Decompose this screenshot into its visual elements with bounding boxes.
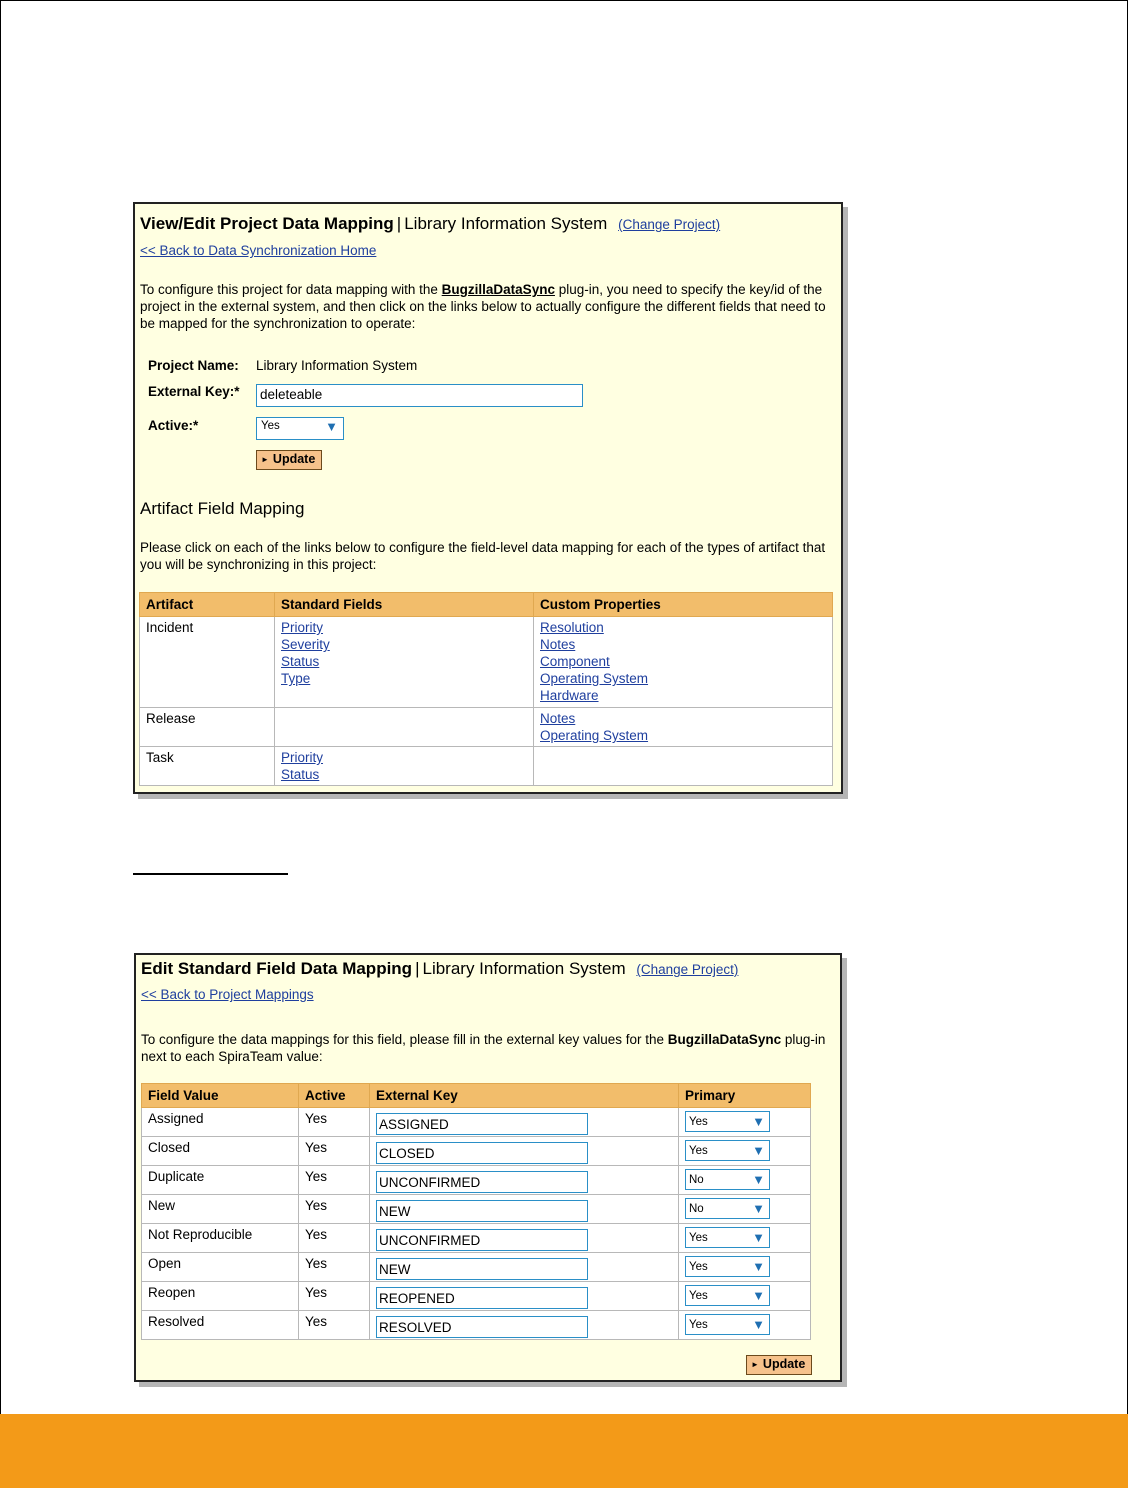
field-link-priority[interactable]: Priority	[281, 620, 324, 635]
table-row	[140, 708, 833, 747]
custom-properties-cell	[534, 708, 833, 747]
dropdown-arrow-icon: ▼	[752, 1172, 765, 1187]
back-to-home-link[interactable]: << Back to Data Synchronization Home	[140, 243, 377, 258]
artifact-cell: Incident	[140, 617, 275, 708]
col-header-primary: Primary	[679, 1084, 811, 1108]
primary-cell	[679, 1195, 811, 1224]
primary-select-value: No	[689, 1203, 704, 1215]
change-project-link[interactable]: (Change Project)	[618, 217, 721, 232]
play-triangle-icon: ►	[261, 455, 269, 464]
property-link-hardware[interactable]: Hardware	[540, 688, 599, 703]
external-key-cell	[370, 1137, 679, 1166]
update-button-label: Update	[762, 1357, 806, 1371]
field-value-cell: Duplicate	[142, 1166, 299, 1195]
dropdown-arrow-icon: ▼	[752, 1201, 765, 1216]
artifact-table	[139, 592, 833, 786]
plugin-name: BugzillaDataSync	[441, 282, 555, 297]
property-link-operating-system[interactable]: Operating System	[540, 671, 649, 686]
field-value-cell: Resolved	[142, 1311, 299, 1340]
back-to-mappings-link[interactable]: << Back to Project Mappings	[141, 987, 314, 1002]
intro-text-rest: plug-in next to each SpiraTeam value:	[141, 1032, 826, 1064]
primary-select-value: Yes	[689, 1145, 708, 1157]
primary-select-value: Yes	[689, 1116, 708, 1128]
intro-paragraph	[141, 1031, 831, 1065]
field-link-status[interactable]: Status	[281, 767, 320, 782]
page-title	[140, 214, 720, 234]
field-value-cell: Closed	[142, 1137, 299, 1166]
property-link-notes[interactable]: Notes	[540, 711, 576, 726]
divider-rule	[133, 873, 288, 875]
field-value-cell: Not Reproducible	[142, 1224, 299, 1253]
play-triangle-icon: ►	[751, 1360, 759, 1369]
dropdown-arrow-icon: ▼	[752, 1230, 765, 1245]
primary-cell	[679, 1311, 811, 1340]
intro-paragraph	[140, 281, 830, 332]
plugin-name: BugzillaDataSync	[667, 1032, 782, 1047]
primary-select-value: Yes	[689, 1232, 708, 1244]
table-row	[142, 1137, 811, 1166]
col-header-custom: Custom Properties	[534, 593, 833, 617]
table-row	[142, 1253, 811, 1282]
active-label: Active:*	[148, 418, 199, 433]
intro-text-rest: plug-in, you need to specify the key/id of the project in the external system, and then click on the links below to actually configure the different fields that need to be mapped for the synchronization to operate:	[140, 282, 826, 331]
external-key-cell	[370, 1195, 679, 1224]
primary-cell	[679, 1137, 811, 1166]
update-button[interactable]	[746, 1355, 812, 1375]
property-link-notes[interactable]: Notes	[540, 637, 576, 652]
field-link-priority[interactable]: Priority	[281, 750, 324, 765]
dropdown-arrow-icon: ▼	[752, 1317, 765, 1332]
external-key-input[interactable]: RESOLVED	[376, 1316, 588, 1338]
update-button-label: Update	[272, 452, 316, 466]
primary-select-value: Yes	[689, 1319, 708, 1331]
project-name-label: Project Name:	[148, 358, 239, 373]
external-key-cell	[370, 1224, 679, 1253]
standard-fields-cell	[275, 708, 534, 747]
active-cell: Yes	[299, 1253, 370, 1282]
field-mapping-table	[141, 1083, 811, 1340]
primary-cell	[679, 1166, 811, 1195]
active-cell: Yes	[299, 1224, 370, 1253]
primary-select[interactable]	[685, 1256, 770, 1277]
primary-select[interactable]	[685, 1140, 770, 1161]
table-row	[142, 1166, 811, 1195]
col-header-field-value: Field Value	[142, 1084, 299, 1108]
external-key-input[interactable]: ASSIGNED	[376, 1113, 588, 1135]
active-cell: Yes	[299, 1166, 370, 1195]
primary-select-value: Yes	[689, 1290, 708, 1302]
property-link-operating-system[interactable]: Operating System	[540, 728, 649, 743]
primary-select-value: Yes	[689, 1261, 708, 1273]
table-row	[142, 1224, 811, 1253]
title-bold: View/Edit Project Data Mapping	[140, 214, 394, 233]
external-key-label: External Key:*	[148, 384, 240, 399]
page-title	[141, 959, 738, 979]
primary-cell	[679, 1282, 811, 1311]
field-link-status[interactable]: Status	[281, 654, 320, 669]
primary-select-value: No	[689, 1174, 704, 1186]
table-row	[142, 1282, 811, 1311]
primary-select[interactable]	[685, 1111, 770, 1132]
external-key-input[interactable]: NEW	[376, 1258, 588, 1280]
primary-cell	[679, 1108, 811, 1137]
table-row	[140, 747, 833, 786]
external-key-cell	[370, 1253, 679, 1282]
field-mapping-panel	[134, 953, 842, 1382]
field-value-cell: Reopen	[142, 1282, 299, 1311]
update-button[interactable]	[256, 450, 322, 470]
external-key-input[interactable]: NEW	[376, 1200, 588, 1222]
title-project: Library Information System	[422, 959, 626, 978]
external-key-cell	[370, 1282, 679, 1311]
dropdown-arrow-icon: ▼	[325, 419, 338, 434]
dropdown-arrow-icon: ▼	[752, 1288, 765, 1303]
active-cell: Yes	[299, 1137, 370, 1166]
intro-text: To configure this project for data mapping with the	[140, 282, 442, 297]
active-cell: Yes	[299, 1311, 370, 1340]
col-header-external-key: External Key	[370, 1084, 679, 1108]
artifact-cell: Release	[140, 708, 275, 747]
external-key-cell	[370, 1311, 679, 1340]
primary-select[interactable]	[685, 1285, 770, 1306]
primary-cell	[679, 1253, 811, 1282]
dropdown-arrow-icon: ▼	[752, 1143, 765, 1158]
table-row	[142, 1195, 811, 1224]
field-value-cell: New	[142, 1195, 299, 1224]
table-row	[142, 1311, 811, 1340]
table-row	[140, 617, 833, 708]
project-mapping-panel	[133, 202, 843, 794]
primary-select[interactable]	[685, 1169, 770, 1190]
active-select-value: Yes	[261, 420, 280, 432]
primary-select[interactable]	[685, 1198, 770, 1219]
artifact-cell: Task	[140, 747, 275, 786]
title-project: Library Information System	[404, 214, 608, 233]
field-link-severity[interactable]: Severity	[281, 637, 330, 652]
title-separator: |	[415, 959, 420, 978]
table-row	[142, 1108, 811, 1137]
active-cell: Yes	[299, 1108, 370, 1137]
property-link-component[interactable]: Component	[540, 654, 610, 669]
field-link-type[interactable]: Type	[281, 671, 311, 686]
section-heading: Artifact Field Mapping	[140, 499, 305, 518]
col-header-standard: Standard Fields	[275, 593, 534, 617]
external-key-cell	[370, 1108, 679, 1137]
intro-text: To configure the data mappings for this field, please fill in the external key values for the	[141, 1032, 668, 1047]
primary-select[interactable]	[685, 1227, 770, 1248]
active-cell: Yes	[299, 1282, 370, 1311]
external-key-cell	[370, 1166, 679, 1195]
field-value-cell: Assigned	[142, 1108, 299, 1137]
standard-fields-cell	[275, 747, 534, 786]
col-header-artifact: Artifact	[140, 593, 275, 617]
section-intro: Please click on each of the links below to configure the field-level data mapping for each of the types of artifact that you will be synchronizing in this project:	[140, 540, 826, 572]
dropdown-arrow-icon: ▼	[752, 1114, 765, 1129]
external-key-input[interactable]: deleteable	[256, 384, 583, 407]
external-key-input[interactable]: REOPENED	[376, 1287, 588, 1309]
primary-select[interactable]	[685, 1314, 770, 1335]
dropdown-arrow-icon: ▼	[752, 1259, 765, 1274]
project-name-value: Library Information System	[256, 358, 418, 373]
external-key-input[interactable]: UNCONFIRMED	[376, 1229, 588, 1251]
change-project-link[interactable]: (Change Project)	[636, 962, 739, 977]
custom-properties-cell	[534, 617, 833, 708]
title-separator: |	[396, 214, 402, 233]
primary-cell	[679, 1224, 811, 1253]
title-bold: Edit Standard Field Data Mapping	[141, 959, 413, 978]
col-header-active: Active	[299, 1084, 370, 1108]
external-key-input[interactable]: CLOSED	[376, 1142, 588, 1164]
footer-bar	[0, 1414, 1128, 1488]
property-link-resolution[interactable]: Resolution	[540, 620, 604, 635]
field-value-cell: Open	[142, 1253, 299, 1282]
active-cell: Yes	[299, 1195, 370, 1224]
standard-fields-cell	[275, 617, 534, 708]
active-select[interactable]	[256, 417, 344, 440]
custom-properties-cell	[534, 747, 833, 786]
external-key-input[interactable]: UNCONFIRMED	[376, 1171, 588, 1193]
